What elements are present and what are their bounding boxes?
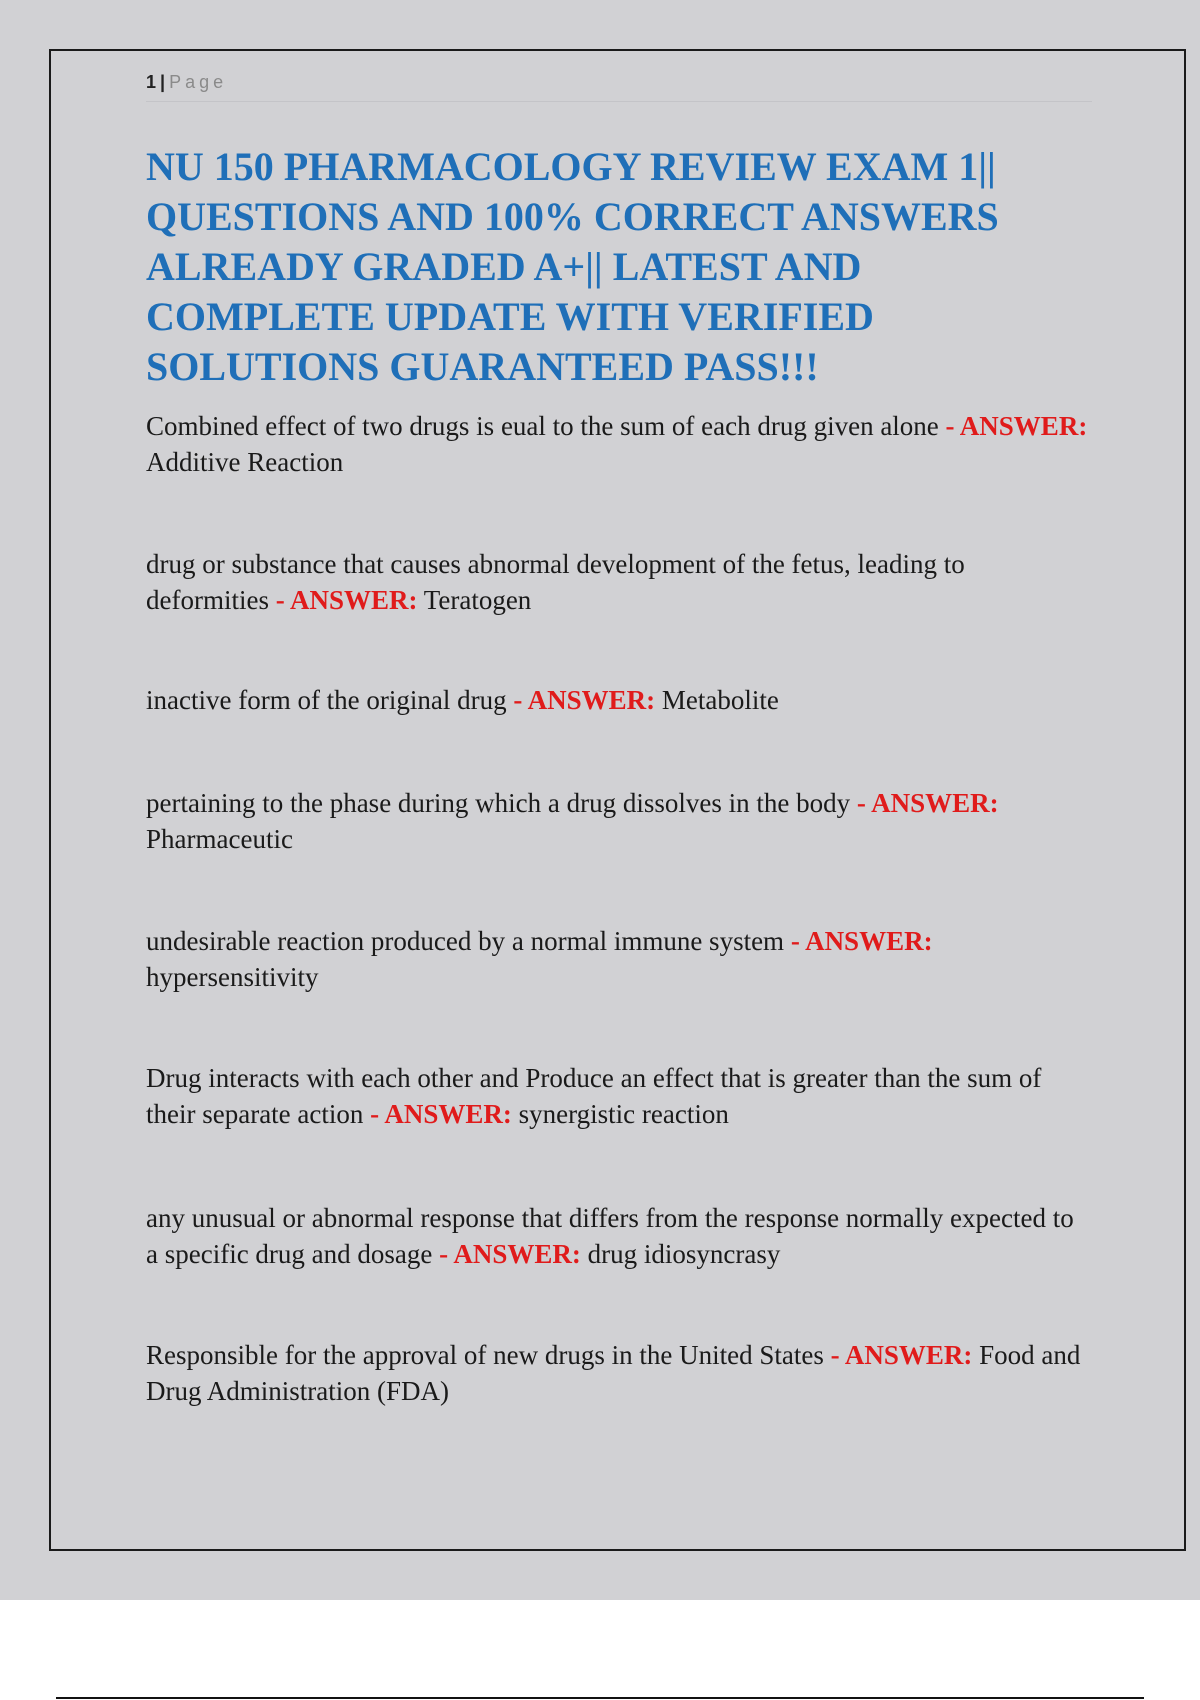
- answer-marker: - ANSWER:: [856, 788, 999, 818]
- qa-answer: Food and Drug Administration (FDA): [146, 1340, 1081, 1406]
- page-number: 1: [146, 72, 157, 92]
- qa-answer: Teratogen: [423, 585, 532, 615]
- qa-answer: Metabolite: [661, 685, 779, 715]
- qa-item: [146, 1060, 1092, 1132]
- qa-question: Responsible for the approval of new drugs in the United States: [146, 1340, 824, 1370]
- qa-question: pertaining to the phase during which a drug dissolves in the body: [146, 788, 851, 818]
- qa-question: inactive form of the original drug: [146, 685, 507, 715]
- qa-question: Combined effect of two drugs is eual to the sum of each drug given alone: [146, 411, 939, 441]
- answer-marker: - ANSWER:: [790, 926, 933, 956]
- qa-answer: drug idiosyncrasy: [587, 1239, 781, 1269]
- qa-item: [146, 923, 1092, 995]
- qa-answer: Additive Reaction: [146, 447, 344, 477]
- qa-question: drug or substance that causes abnormal development of the fetus, leading to deformities: [146, 549, 965, 615]
- qa-item: [146, 682, 1092, 718]
- page-separator: |: [160, 72, 166, 92]
- answer-marker: - ANSWER:: [945, 411, 1088, 441]
- qa-item: [146, 1337, 1092, 1409]
- qa-question: Drug interacts with each other and Produce an effect that is greater than the sum of their separate action: [146, 1063, 1042, 1129]
- answer-marker: - ANSWER:: [439, 1239, 581, 1269]
- qa-answer: Pharmaceutic: [146, 824, 293, 854]
- document-title: NU 150 PHARMACOLOGY REVIEW EXAM 1|| QUESTIONS AND 100% CORRECT ANSWERS ALREADY GRADED A+|| LATEST AND COMPLETE UPDATE WITH VERIFIED SOLUTIONS GUARANTEED PASS!!!: [146, 144, 999, 389]
- qa-item: [146, 408, 1092, 480]
- qa-question: any unusual or abnormal response that differs from the response normally expected to a specific drug and dosage: [146, 1203, 1074, 1269]
- qa-question: undesirable reaction produced by a normal immune system: [146, 926, 785, 956]
- page-label: Page: [169, 72, 228, 92]
- answer-marker: - ANSWER:: [370, 1099, 512, 1129]
- answer-marker: - ANSWER:: [830, 1340, 973, 1370]
- page-header: [146, 72, 1092, 102]
- qa-item: [146, 785, 1092, 857]
- answer-marker: - ANSWER:: [513, 685, 656, 715]
- answer-marker: - ANSWER:: [275, 585, 418, 615]
- qa-answer: synergistic reaction: [518, 1099, 729, 1129]
- qa-item: [146, 1200, 1092, 1272]
- qa-item: [146, 546, 1092, 618]
- bottom-divider: [56, 1697, 1144, 1699]
- qa-answer: hypersensitivity: [146, 962, 319, 992]
